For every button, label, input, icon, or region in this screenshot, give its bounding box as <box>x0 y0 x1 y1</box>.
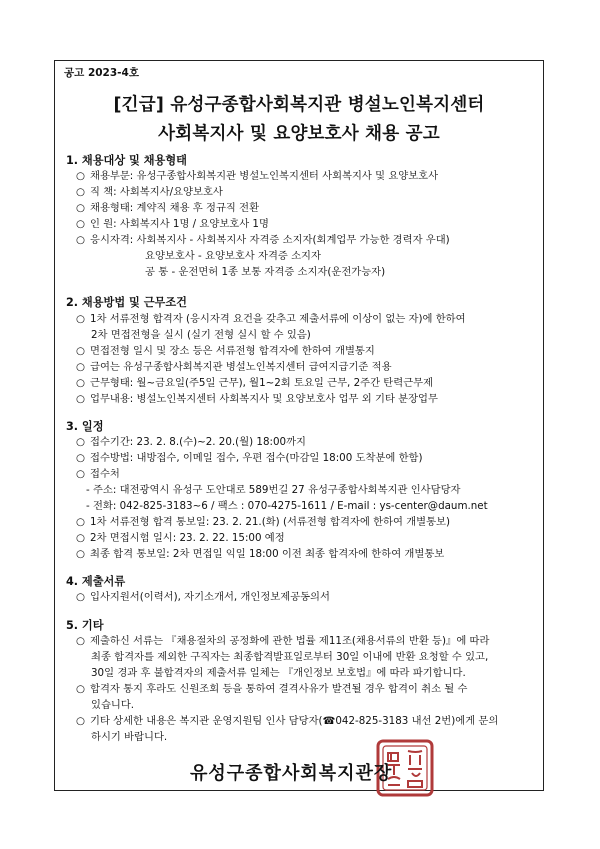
list-item-continuation: 하시기 바랍니다. <box>91 731 168 743</box>
list-item: ○ 1차 서류전형 합격 통보일: 23. 2. 21.(화) (서류전형 합격자에 한하여 개별통보) <box>76 516 451 528</box>
notice-number: 공고 2023-4호 <box>64 67 139 79</box>
list-item-continuation: 있습니다. <box>91 699 135 711</box>
list-item: ○ 1차 서류전형 합격자 (응시자격 요건을 갖추고 제출서류에 이상이 없는 자)에 한하여 <box>76 313 466 325</box>
list-item-continuation: 2차 면접전형을 실시 (실기 전형 실시 할 수 있음) <box>91 329 311 341</box>
list-item: ○ 접수처 <box>76 468 120 480</box>
list-item: ○ 직 책: 사회복지사/요양보호사 <box>76 186 223 198</box>
section-1-heading: 1. 채용대상 및 채용형태 <box>66 154 187 167</box>
list-item: ○ 면접전형 일시 및 장소 등은 서류전형 합격자에 한하여 개별통지 <box>76 345 375 357</box>
list-item: ○ 인 원: 사회복지사 1명 / 요양보호사 1명 <box>76 218 269 230</box>
list-item: ○ 입사지원서(이력서), 자기소개서, 개인정보제공동의서 <box>76 591 330 603</box>
list-item-continuation: 30일 경과 후 불합격자의 제출서류 일체는 『개인정보 보호법』에 따라 파기합니다. <box>91 667 466 679</box>
list-item: ○ 합격자 통지 후라도 신원조회 등을 통하여 결격사유가 발견될 경우 합격이 취소 될 수 <box>76 683 468 695</box>
list-item-continuation: 요양보호사 - 요양보호사 자격증 소지자 <box>145 250 321 262</box>
list-item: ○ 접수방법: 내방접수, 이메일 접수, 우편 접수(마감일 18:00 도착분에 한함) <box>76 452 423 464</box>
list-item: ○ 제출하신 서류는 『채용절차의 공정화에 관한 법률 제11조(채용서류의 반환 등)』에 따라 <box>76 635 490 647</box>
contact-address: - 주소: 대전광역시 유성구 도안대로 589번길 27 유성구종합사회복지관 인사담당자 <box>86 484 461 496</box>
list-item: ○ 업무내용: 병설노인복지센터 사회복지사 및 요양보호사 업무 외 기타 분장업무 <box>76 393 438 405</box>
list-item: ○ 최종 합격 통보일: 2차 면접일 익일 18:00 이전 최종 합격자에 한하여 개별통보 <box>76 548 445 560</box>
list-item: ○ 채용형태: 계약직 채용 후 정규직 전환 <box>76 202 260 214</box>
list-item: ○ 급여는 유성구종합사회복지관 병설노인복지센터 급여지급기준 적용 <box>76 361 392 373</box>
list-item: ○ 접수기간: 23. 2. 8.(수)~2. 20.(월) 18:00까지 <box>76 436 307 448</box>
list-item-continuation: 최종 합격자를 제외한 구직자는 최종합격발표일로부터 30일 이내에 반환 요청할 수 있고, <box>91 651 489 663</box>
title-line-1: [긴급] 유성구종합사회복지관 병설노인복지센터 <box>113 95 485 115</box>
list-item: ○ 근무형태: 월~금요일(주5일 근무), 월1~2회 토요일 근무, 2주간 탄력근무제 <box>76 377 434 389</box>
issuing-organization: 유성구종합사회복지관장 <box>190 763 393 784</box>
section-5-heading: 5. 기타 <box>66 619 104 632</box>
list-item: ○ 채용부문: 유성구종합사회복지관 병설노인복지센터 사회복지사 및 요양보호사 <box>76 170 439 182</box>
section-4-heading: 4. 제출서류 <box>66 575 126 588</box>
list-item: ○ 기타 상세한 내용은 복지관 운영지원팀 인사 담당자(☎042-825-3183 내선 2번)에게 문의 <box>76 715 499 727</box>
section-3-heading: 3. 일정 <box>66 420 104 433</box>
title-line-2: 사회복지사 및 요양보호사 채용 공고 <box>158 124 440 144</box>
list-item: ○ 2차 면접시험 일시: 23. 2. 22. 15:00 예정 <box>76 532 285 544</box>
list-item: ○ 응시자격: 사회복지사 - 사회복지사 자격증 소지자(회계업무 가능한 경력자 우대) <box>76 234 450 246</box>
contact-phone-email: - 전화: 042-825-3183~6 / 팩스 : 070-4275-1611 / E-mail : ys-center@daum.net <box>86 500 488 512</box>
section-2-heading: 2. 채용방법 및 근무조건 <box>66 296 187 309</box>
list-item-continuation: 공 통 - 운전면허 1종 보통 자격증 소지자(운전가능자) <box>145 266 386 278</box>
